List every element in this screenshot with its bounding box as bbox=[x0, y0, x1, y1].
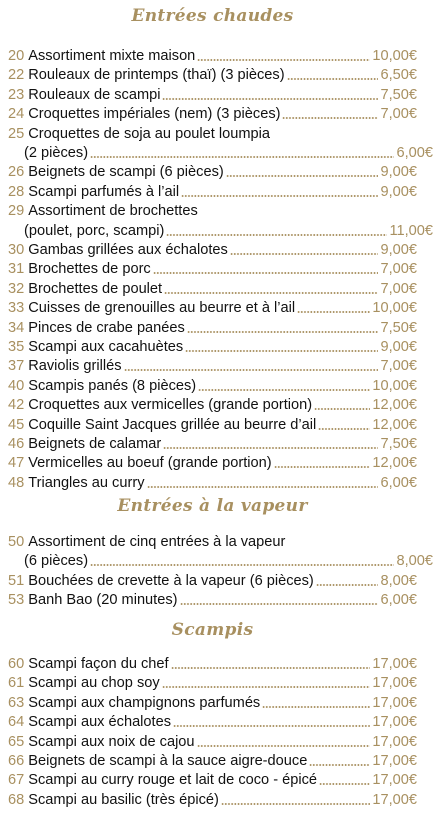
item-number: 42 bbox=[8, 397, 25, 414]
item-name: Scampi parfumés à l’ail bbox=[28, 183, 180, 200]
item-price: 7,00€ bbox=[380, 280, 417, 297]
menu-item-row bbox=[8, 320, 417, 337]
menu-item-row bbox=[8, 772, 417, 789]
dot-leader bbox=[164, 292, 378, 294]
item-number: 20 bbox=[8, 48, 25, 64]
item-name: Triangles au curry bbox=[28, 474, 145, 491]
item-price: 10,00€ bbox=[372, 48, 417, 64]
item-name: Scampi aux champignons parfumés bbox=[28, 694, 261, 711]
item-price: 17,00€ bbox=[372, 714, 417, 731]
item-price: 9,00€ bbox=[380, 242, 417, 258]
item-number: 53 bbox=[8, 592, 25, 609]
item-name: Beignets de calamar bbox=[28, 436, 162, 452]
item-price: 6,50€ bbox=[380, 67, 417, 84]
item-price: 7,00€ bbox=[380, 106, 417, 123]
menu-item-row bbox=[8, 592, 417, 609]
item-name: Cuisses de grenouilles au beurre et à l’ail bbox=[28, 300, 296, 317]
item-price: 17,00€ bbox=[372, 753, 417, 769]
menu-item-row bbox=[8, 242, 417, 259]
item-price: 8,00€ bbox=[396, 553, 433, 570]
dot-leader bbox=[226, 175, 379, 177]
menu-item-row bbox=[8, 656, 417, 673]
item-number: 40 bbox=[8, 377, 25, 394]
menu-item-row bbox=[8, 734, 417, 751]
dot-leader bbox=[147, 486, 379, 488]
menu-item-row bbox=[8, 397, 417, 414]
dot-leader bbox=[319, 783, 370, 785]
dot-leader bbox=[221, 803, 371, 805]
item-name-continued: (6 pièces) bbox=[24, 553, 89, 570]
item-name: Scampi aux échalotes bbox=[28, 714, 172, 731]
menu-item-row bbox=[8, 126, 417, 143]
menu-item-row bbox=[8, 475, 417, 492]
item-name: Gambas grillées aux échalotes bbox=[28, 242, 228, 258]
item-name: Assortiment de brochettes bbox=[28, 203, 198, 220]
item-number: 23 bbox=[8, 86, 25, 103]
item-price: 12,00€ bbox=[372, 455, 417, 472]
dot-leader bbox=[318, 428, 370, 430]
item-price: 11,00€ bbox=[389, 222, 433, 239]
item-price: 7,50€ bbox=[380, 436, 417, 452]
item-number: 35 bbox=[8, 339, 25, 355]
item-number: 24 bbox=[8, 106, 25, 123]
dot-leader bbox=[163, 447, 378, 449]
item-name: Scampi aux noix de cajou bbox=[28, 733, 195, 750]
item-name: Pinces de crabe panées bbox=[28, 319, 185, 336]
item-price: 7,00€ bbox=[380, 358, 417, 375]
dot-leader bbox=[124, 369, 379, 371]
menu-item-row bbox=[8, 300, 417, 317]
menu-item-row bbox=[8, 675, 417, 692]
item-number: 51 bbox=[8, 572, 25, 589]
dot-leader bbox=[230, 253, 379, 255]
item-number: 28 bbox=[8, 183, 25, 200]
dot-leader bbox=[162, 98, 378, 100]
item-name: Scampi au curry rouge et lait de coco - épicé bbox=[28, 772, 318, 789]
item-name: Croquettes impériales (nem) (3 pièces) bbox=[28, 106, 281, 123]
dot-leader bbox=[171, 667, 371, 669]
item-name: Banh Bao (20 minutes) bbox=[28, 592, 178, 609]
menu-item-row bbox=[8, 753, 417, 770]
item-number: 29 bbox=[8, 203, 25, 220]
dot-leader bbox=[314, 408, 370, 410]
dot-leader bbox=[282, 117, 378, 119]
item-number: 22 bbox=[8, 67, 25, 84]
item-number: 63 bbox=[8, 694, 25, 711]
menu-item-row bbox=[8, 261, 417, 278]
item-name: Coquille Saint Jacques grillée au beurre d’ail bbox=[28, 416, 317, 433]
menu-item-row bbox=[8, 87, 417, 104]
item-name: Scampis panés (8 pièces) bbox=[28, 377, 197, 394]
item-price: 9,00€ bbox=[380, 339, 417, 355]
item-price: 8,00€ bbox=[380, 572, 417, 589]
item-price: 9,00€ bbox=[380, 183, 417, 200]
dot-leader bbox=[166, 234, 387, 236]
dot-leader bbox=[90, 564, 394, 566]
dot-leader bbox=[316, 584, 379, 586]
menu-item-row bbox=[8, 339, 417, 356]
menu-item-row bbox=[8, 281, 417, 298]
menu-item-row bbox=[8, 106, 417, 123]
item-name-continued: (2 pièces) bbox=[24, 145, 89, 161]
item-number: 25 bbox=[8, 125, 25, 142]
item-name: Brochettes de poulet bbox=[28, 280, 163, 297]
dot-leader bbox=[180, 603, 379, 605]
dot-leader bbox=[90, 156, 394, 158]
dot-leader bbox=[262, 706, 370, 708]
menu-item-row bbox=[8, 455, 417, 472]
item-number: 31 bbox=[8, 261, 25, 278]
dot-leader bbox=[274, 466, 371, 468]
item-number: 32 bbox=[8, 280, 25, 297]
menu-item-row bbox=[8, 792, 417, 809]
item-number: 65 bbox=[8, 733, 25, 750]
item-price: 17,00€ bbox=[372, 694, 417, 711]
item-price: 17,00€ bbox=[372, 791, 417, 808]
dot-leader bbox=[297, 311, 370, 313]
item-name: Raviolis grillés bbox=[28, 358, 122, 375]
dot-leader bbox=[153, 272, 379, 274]
dot-leader bbox=[198, 389, 370, 391]
item-number: 30 bbox=[8, 242, 25, 258]
item-price: 12,00€ bbox=[372, 397, 417, 414]
item-price: 7,00€ bbox=[380, 261, 417, 278]
item-name: Croquettes de soja au poulet loumpia bbox=[28, 125, 271, 142]
menu-item-row bbox=[8, 164, 417, 181]
item-name: Scampi aux cacahuètes bbox=[28, 339, 184, 355]
item-name: Brochettes de porc bbox=[28, 261, 151, 278]
item-price: 10,00€ bbox=[372, 377, 417, 394]
menu-item-row bbox=[8, 67, 417, 84]
item-name: Rouleaux de scampi bbox=[28, 86, 161, 103]
item-number: 48 bbox=[8, 474, 25, 491]
item-name: Assortiment de cinq entrées à la vapeur bbox=[28, 534, 286, 550]
section-title: Entrées à la vapeur bbox=[117, 496, 308, 516]
section-title: Entrées chaudes bbox=[131, 6, 294, 26]
section-title: Scampis bbox=[171, 620, 254, 640]
dot-leader bbox=[187, 331, 379, 333]
item-name-continued: (poulet, porc, scampi) bbox=[24, 222, 165, 239]
item-name: Scampi au basilic (très épicé) bbox=[28, 791, 219, 808]
menu-item-row bbox=[8, 48, 417, 65]
item-price: 6,00€ bbox=[396, 145, 433, 161]
item-number: 64 bbox=[8, 714, 25, 731]
menu-item-row bbox=[8, 184, 417, 201]
dot-leader bbox=[162, 686, 371, 688]
item-name: Scampi façon du chef bbox=[28, 656, 169, 672]
menu-item-row bbox=[8, 203, 417, 220]
item-price: 17,00€ bbox=[372, 675, 417, 692]
item-number: 68 bbox=[8, 791, 25, 808]
item-name: Scampi au chop soy bbox=[28, 675, 160, 692]
dot-leader bbox=[197, 59, 370, 61]
item-name: Beignets de scampi à la sauce aigre-douce bbox=[28, 753, 308, 769]
menu-item-row bbox=[8, 436, 417, 453]
item-price: 17,00€ bbox=[372, 656, 417, 672]
item-price: 9,00€ bbox=[380, 164, 417, 181]
menu-item-row bbox=[8, 534, 417, 551]
item-number: 37 bbox=[8, 358, 25, 375]
item-name: Croquettes aux vermicelles (grande portion) bbox=[28, 397, 313, 414]
menu-item-row bbox=[8, 378, 417, 395]
item-number: 34 bbox=[8, 319, 25, 336]
item-name: Vermicelles au boeuf (grande portion) bbox=[28, 455, 272, 472]
item-name: Assortiment mixte maison bbox=[28, 48, 196, 64]
item-price: 10,00€ bbox=[372, 300, 417, 317]
item-price: 12,00€ bbox=[372, 416, 417, 433]
item-name: Beignets de scampi (6 pièces) bbox=[28, 164, 224, 181]
item-name: Bouchées de crevette à la vapeur (6 pièces) bbox=[28, 572, 314, 589]
item-number: 45 bbox=[8, 416, 25, 433]
item-price: 6,00€ bbox=[380, 474, 417, 491]
dot-leader bbox=[181, 195, 378, 197]
item-number: 26 bbox=[8, 164, 25, 181]
item-price: 7,50€ bbox=[380, 319, 417, 336]
menu-item-row bbox=[8, 223, 433, 240]
item-number: 47 bbox=[8, 455, 25, 472]
menu-item-row bbox=[8, 145, 433, 162]
menu-item-row bbox=[8, 714, 417, 731]
item-price: 17,00€ bbox=[372, 772, 417, 789]
item-number: 66 bbox=[8, 753, 25, 769]
dot-leader bbox=[287, 78, 379, 80]
item-number: 50 bbox=[8, 534, 25, 550]
menu-item-row bbox=[8, 358, 417, 375]
dot-leader bbox=[185, 350, 378, 352]
item-price: 6,00€ bbox=[380, 592, 417, 609]
item-number: 46 bbox=[8, 436, 25, 452]
item-number: 67 bbox=[8, 772, 25, 789]
item-number: 61 bbox=[8, 675, 25, 692]
dot-leader bbox=[309, 764, 370, 766]
menu-item-row bbox=[8, 417, 417, 434]
item-price: 17,00€ bbox=[372, 733, 417, 750]
item-name: Rouleaux de printemps (thaï) (3 pièces) bbox=[28, 67, 285, 84]
item-number: 60 bbox=[8, 656, 25, 672]
dot-leader bbox=[197, 745, 371, 747]
dot-leader bbox=[173, 725, 370, 727]
item-price: 7,50€ bbox=[380, 86, 417, 103]
menu-item-row bbox=[8, 553, 433, 570]
menu-item-row bbox=[8, 695, 417, 712]
item-number: 33 bbox=[8, 300, 25, 317]
menu-item-row bbox=[8, 573, 417, 590]
